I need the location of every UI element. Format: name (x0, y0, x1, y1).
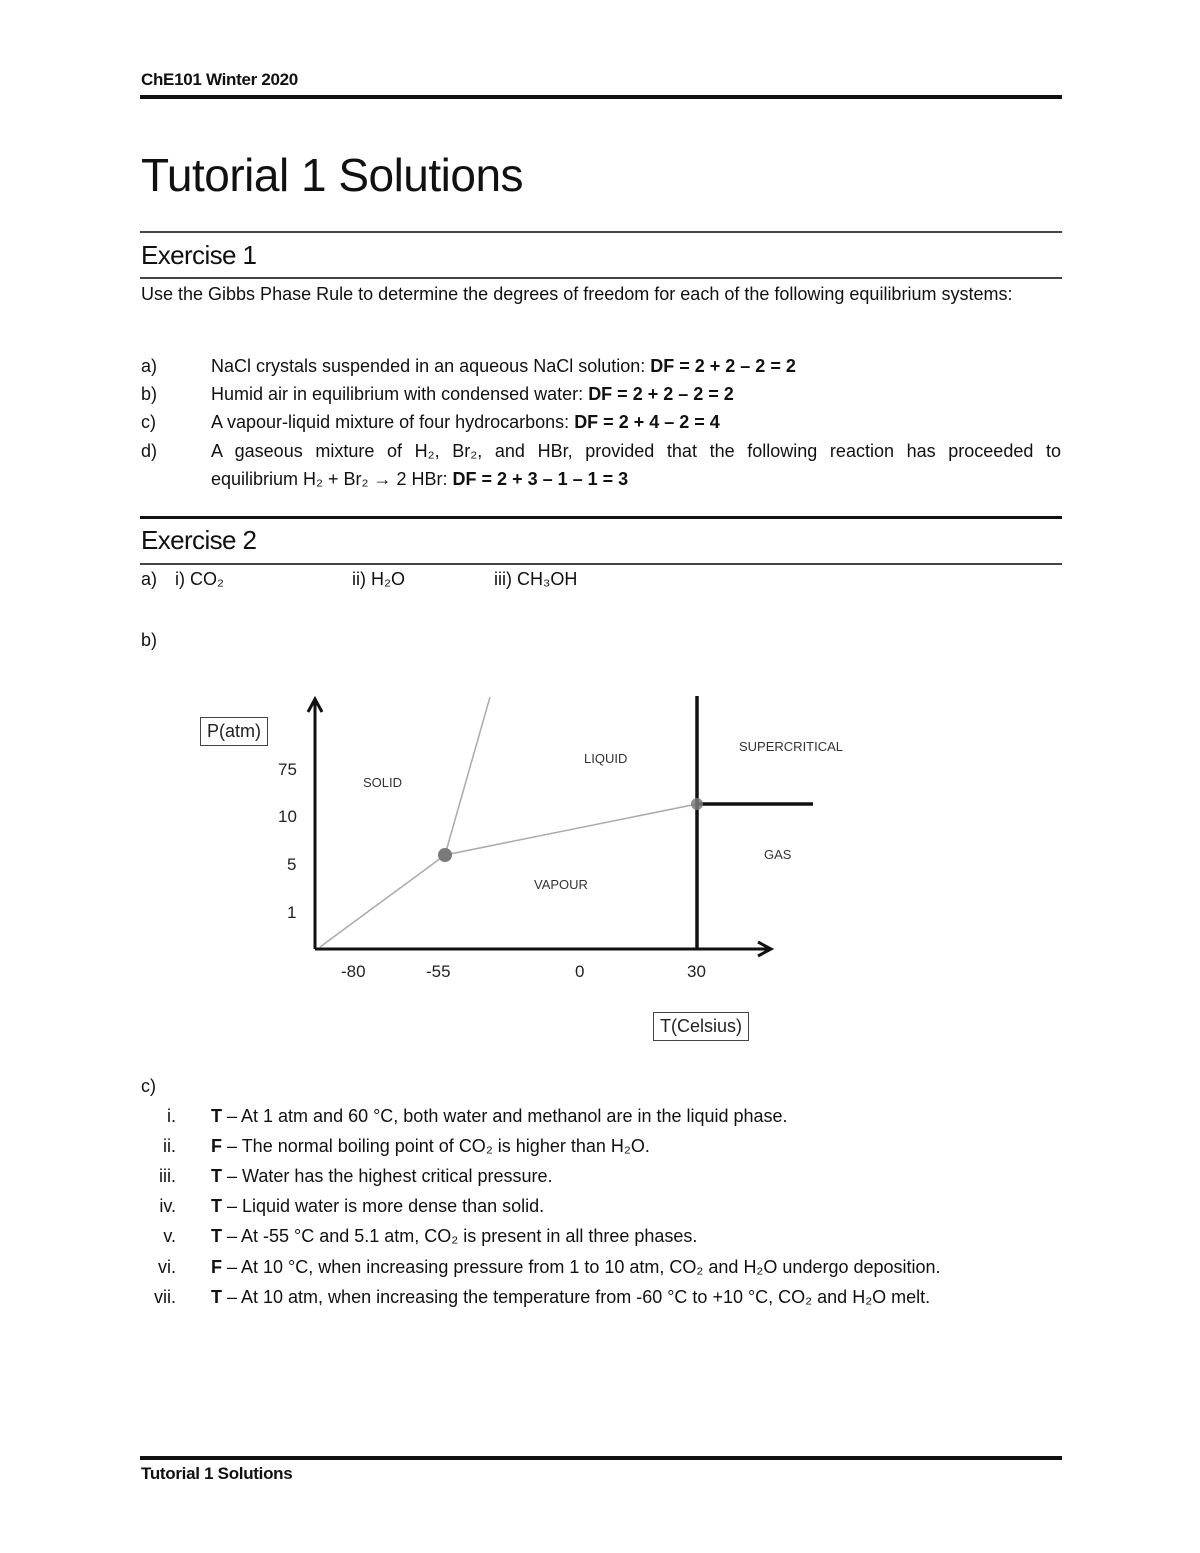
statement: – The normal boiling point of CO₂ is higher than H₂O. (222, 1136, 650, 1156)
region-label-liquid: LIQUID (584, 751, 628, 766)
region-label-solid: SOLID (363, 775, 403, 790)
statement: – Liquid water is more dense than solid. (222, 1196, 545, 1216)
item-number: iv. (159, 1196, 176, 1216)
item-number: vi. (158, 1257, 176, 1277)
item-text: A gaseous mixture of H₂, Br₂, and HBr, provided that the following reaction has proceeded to (211, 441, 1061, 461)
item-number: i. (167, 1106, 176, 1126)
y-tick: 5 (287, 855, 297, 874)
statement: – At -55 °C and 5.1 atm, CO₂ is present in all three phases. (222, 1226, 698, 1246)
exercise-2-heading: Exercise 2 (141, 525, 257, 555)
x-tick: 30 (687, 962, 706, 981)
item-label: d) (141, 441, 158, 461)
list-item (140, 1283, 1100, 1311)
verdict: T (211, 1106, 222, 1126)
page-title: Tutorial 1 Solutions (141, 149, 524, 201)
running-footer: Tutorial 1 Solutions (141, 1464, 293, 1483)
item-label: b) (141, 384, 158, 404)
item-answer: DF = 2 + 4 – 2 = 4 (574, 412, 720, 432)
statement: – At 1 atm and 60 °C, both water and methanol are in the liquid phase. (222, 1106, 788, 1126)
list-item (140, 1222, 1100, 1250)
exercise-1-intro: Use the Gibbs Phase Rule to determine the degrees of freedom for each of the following equilibrium systems: (141, 284, 1013, 304)
verdict: F (211, 1136, 222, 1156)
list-item (140, 1102, 1100, 1130)
verdict: F (211, 1257, 222, 1277)
item-answer: DF = 2 + 3 – 1 – 1 = 3 (452, 469, 629, 489)
part-c-label: c) (141, 1076, 156, 1096)
item-label: c) (141, 412, 156, 432)
item-number: iii. (159, 1166, 176, 1186)
verdict: T (211, 1226, 222, 1246)
region-label-vapour: VAPOUR (534, 877, 588, 892)
section-rule (140, 277, 1062, 279)
part-b-label: b) (141, 630, 158, 650)
item-text: NaCl crystals suspended in an aqueous NaCl solution: (211, 356, 651, 376)
x-tick: -80 (341, 962, 366, 981)
list-item (140, 1192, 1100, 1220)
y-tick: 10 (278, 807, 297, 826)
region-label-supercritical: SUPERCRITICAL (739, 739, 844, 754)
item-number: ii. (163, 1136, 176, 1156)
verdict: T (211, 1196, 222, 1216)
list-item (141, 408, 1061, 436)
header-rule (140, 95, 1062, 99)
statement: – At 10 atm, when increasing the temperature from -60 °C to +10 °C, CO₂ and H₂O melt. (222, 1287, 931, 1307)
statement: – Water has the highest critical pressure. (222, 1166, 553, 1186)
y-tick: 1 (287, 903, 297, 922)
y-axis-label: P(atm) (200, 717, 268, 746)
section-rule (140, 231, 1062, 233)
list-item (140, 1253, 1100, 1281)
part-a-label: a) (141, 569, 158, 589)
list-item (140, 1162, 1100, 1190)
running-header: ChE101 Winter 2020 (141, 70, 298, 89)
item-label: a) (141, 356, 158, 376)
answer-ch3oh: iii) CH₃OH (494, 569, 578, 589)
verdict: T (211, 1166, 222, 1186)
answer-co2: i) CO₂ (175, 569, 224, 589)
item-answer: DF = 2 + 2 – 2 = 2 (588, 384, 734, 404)
item-number: v. (163, 1226, 176, 1246)
list-item (141, 437, 1061, 493)
item-answer: DF = 2 + 2 – 2 = 2 (650, 356, 796, 376)
list-item (141, 352, 1061, 380)
answer-h2o: ii) H₂O (352, 569, 405, 589)
part-a (141, 565, 741, 593)
exercise-1-heading: Exercise 1 (141, 240, 257, 270)
statement: – At 10 °C, when increasing pressure from 1 to 10 atm, CO₂ and H₂O undergo deposition. (222, 1257, 941, 1277)
list-item (141, 380, 1061, 408)
item-text: equilibrium H₂ + Br₂ → 2 HBr: (211, 469, 453, 489)
x-tick: -55 (426, 962, 451, 981)
footer-rule (140, 1456, 1062, 1460)
item-number: vii. (154, 1287, 176, 1307)
verdict: T (211, 1287, 222, 1307)
x-axis-label: T(Celsius) (653, 1012, 749, 1041)
section-rule (140, 516, 1062, 519)
list-item (140, 1132, 1100, 1160)
region-label-gas: GAS (764, 847, 792, 862)
item-text: Humid air in equilibrium with condensed water: (211, 384, 589, 404)
x-tick: 0 (575, 962, 585, 981)
y-tick: 75 (278, 760, 297, 779)
item-text: A vapour-liquid mixture of four hydrocarbons: (211, 412, 575, 432)
